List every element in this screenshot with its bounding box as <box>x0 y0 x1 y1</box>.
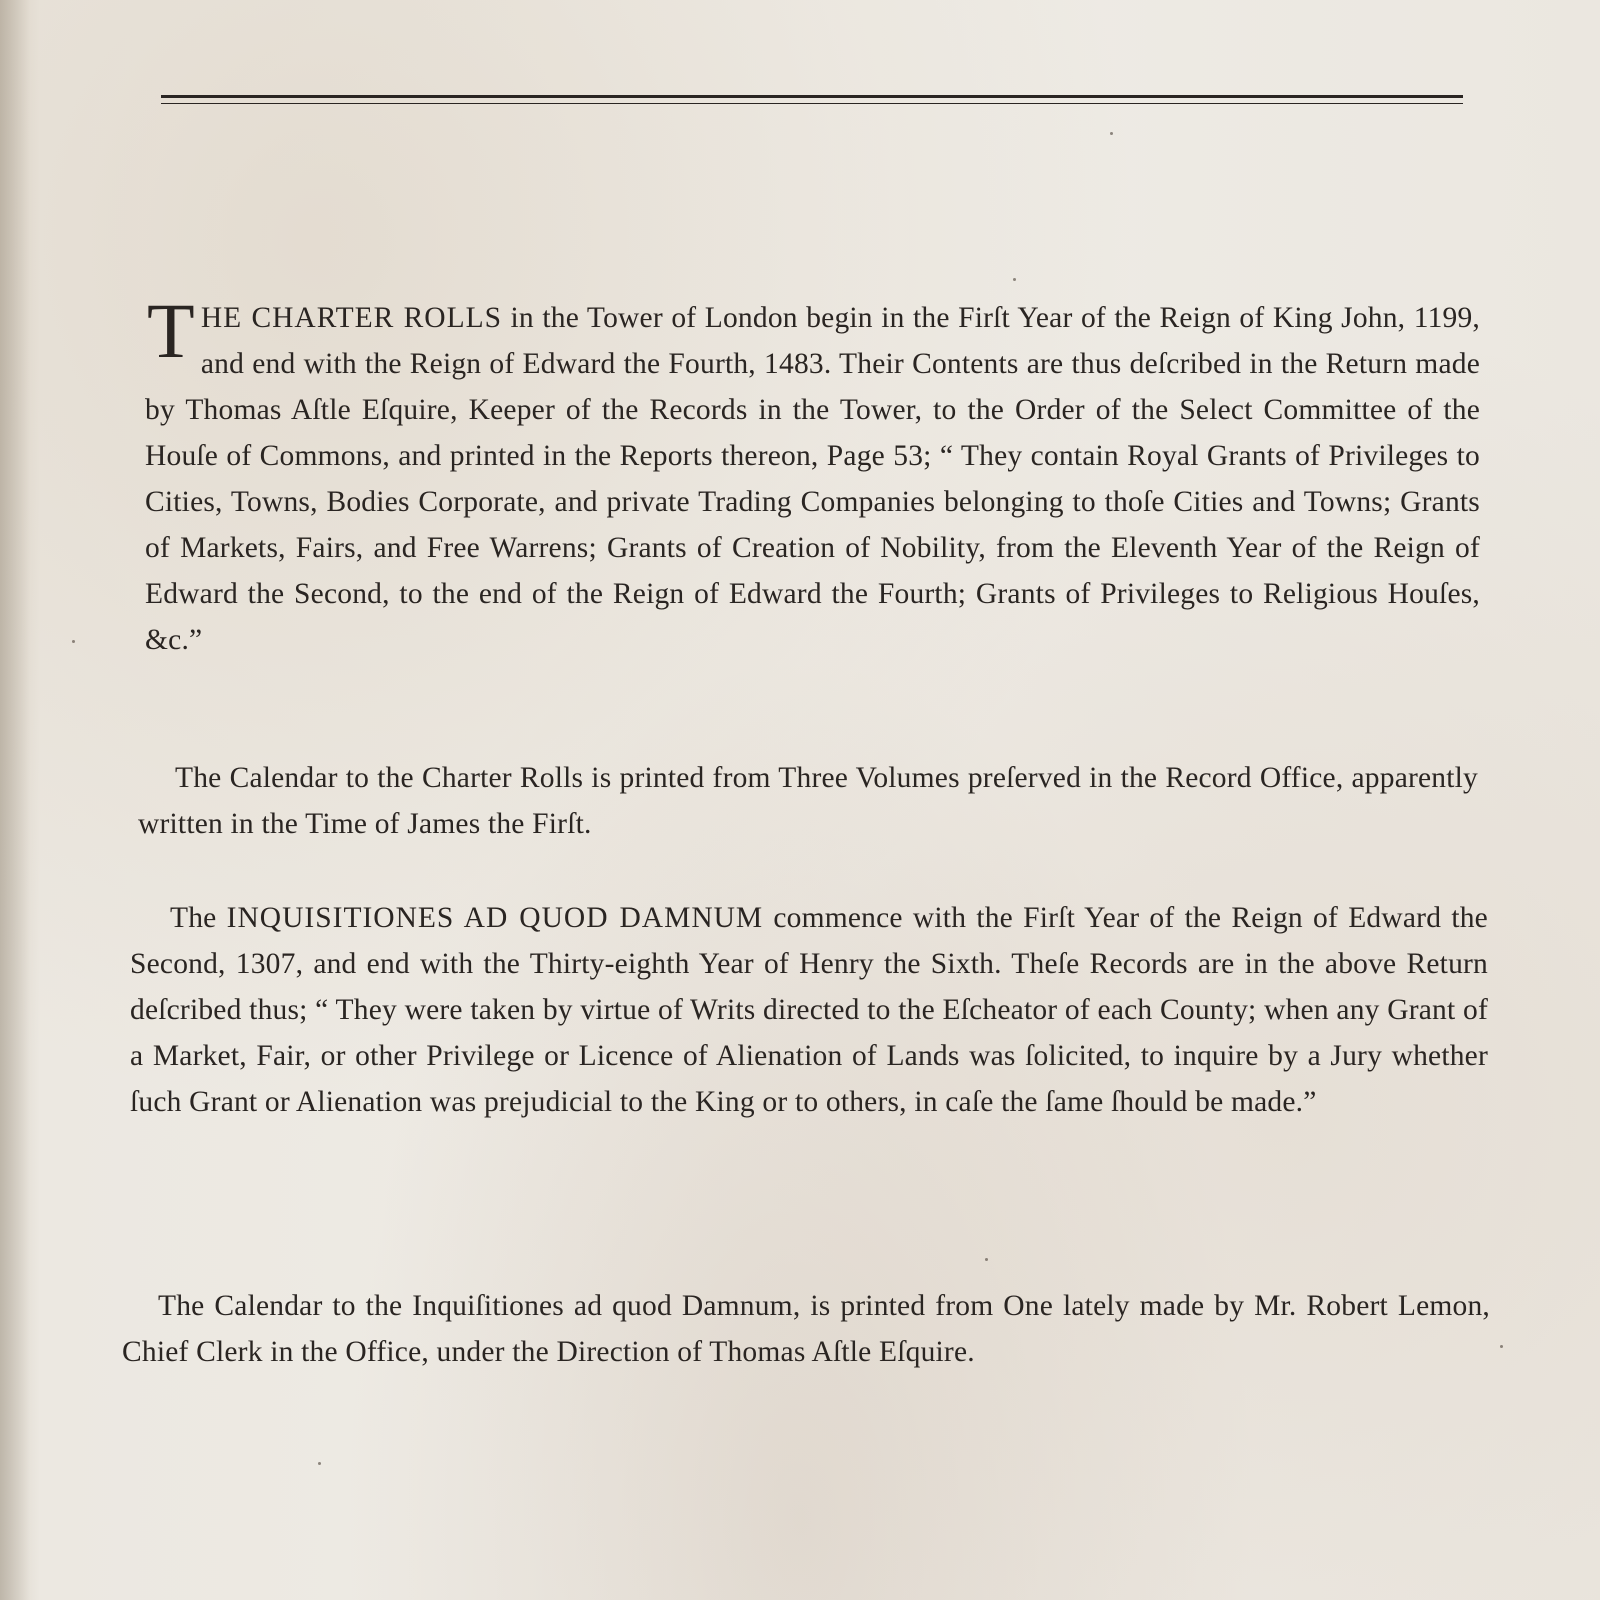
rule-thick-line <box>161 95 1463 98</box>
paragraph-charter-calendar <box>138 755 1478 847</box>
paragraph-inquisitiones <box>130 895 1488 1125</box>
rule-thin-line <box>161 103 1463 104</box>
paragraph-lead-caps: HE CHARTER ROLLS <box>200 302 503 334</box>
paper-speck <box>1013 278 1016 281</box>
paragraph-pre: The <box>170 902 227 934</box>
paper-speck <box>1500 1345 1503 1348</box>
paper-speck <box>318 1462 321 1465</box>
binding-shadow <box>0 0 30 1600</box>
drop-cap: T <box>147 287 195 374</box>
paragraph-lead-caps: INQUISITIONES AD QUOD DAMNUM <box>226 902 764 934</box>
paragraph-body: The Calendar to the Charter Rolls is printed from Three Volumes preſerved in the Record Office, apparently written in the Time of James the Firſt. <box>138 762 1478 840</box>
paragraph-inquisitiones-calendar <box>122 1283 1490 1375</box>
paper-speck <box>985 1258 988 1261</box>
double-rule-divider <box>161 95 1463 107</box>
paragraph-body: in the Tower of London begin in the Firſt Year of the Reign of King John, 1199, and end with the Reign of Edward the Fourth, 1483. Their Contents are thus deſcribed in the Return made by Thomas Aſtle Eſquire, Keeper of the Records in the Tower, to the Order of the Select Committee of the Houſe of Commons, and printed in the Reports thereon, Page 53; “ They contain Royal Grants of Privileges to Cities, Towns, Bodies Corporate, and private Trading Companies belonging to thoſe Cities and Towns; Grants of Markets, Fairs, and Free Warrens; Grants of Creation of Nobility, from the Eleventh Year of the Reign of Edward the Second, to the end of the Reign of Edward the Fourth; Grants of Privileges to Religious Houſes, &c.” <box>145 302 1480 656</box>
paper-speck <box>72 640 75 643</box>
paper-speck <box>1110 132 1113 135</box>
paragraph-body: commence with the Firſt Year of the Reign of Edward the Second, 1307, and end with the Thirty-eighth Year of Henry the Sixth. Theſe Records are in the above Return deſcribed thus; “ They were taken by virtue of Writs directed to the Eſcheator of each County; when any Grant of a Market, Fair, or other Privilege or Licence of Alienation of Lands was ſolicited, to inquire by a Jury whether ſuch Grant or Alienation was prejudicial to the King or to others, in caſe the ſame ſhould be made.” <box>130 902 1488 1118</box>
paragraph-charter-rolls <box>145 287 1480 663</box>
paragraph-body: The Calendar to the Inquiſitiones ad quod Damnum, is printed from One lately made by Mr. Robert Lemon, Chief Clerk in the Office, under the Direction of Thomas Aſtle Eſquire. <box>122 1290 1490 1368</box>
